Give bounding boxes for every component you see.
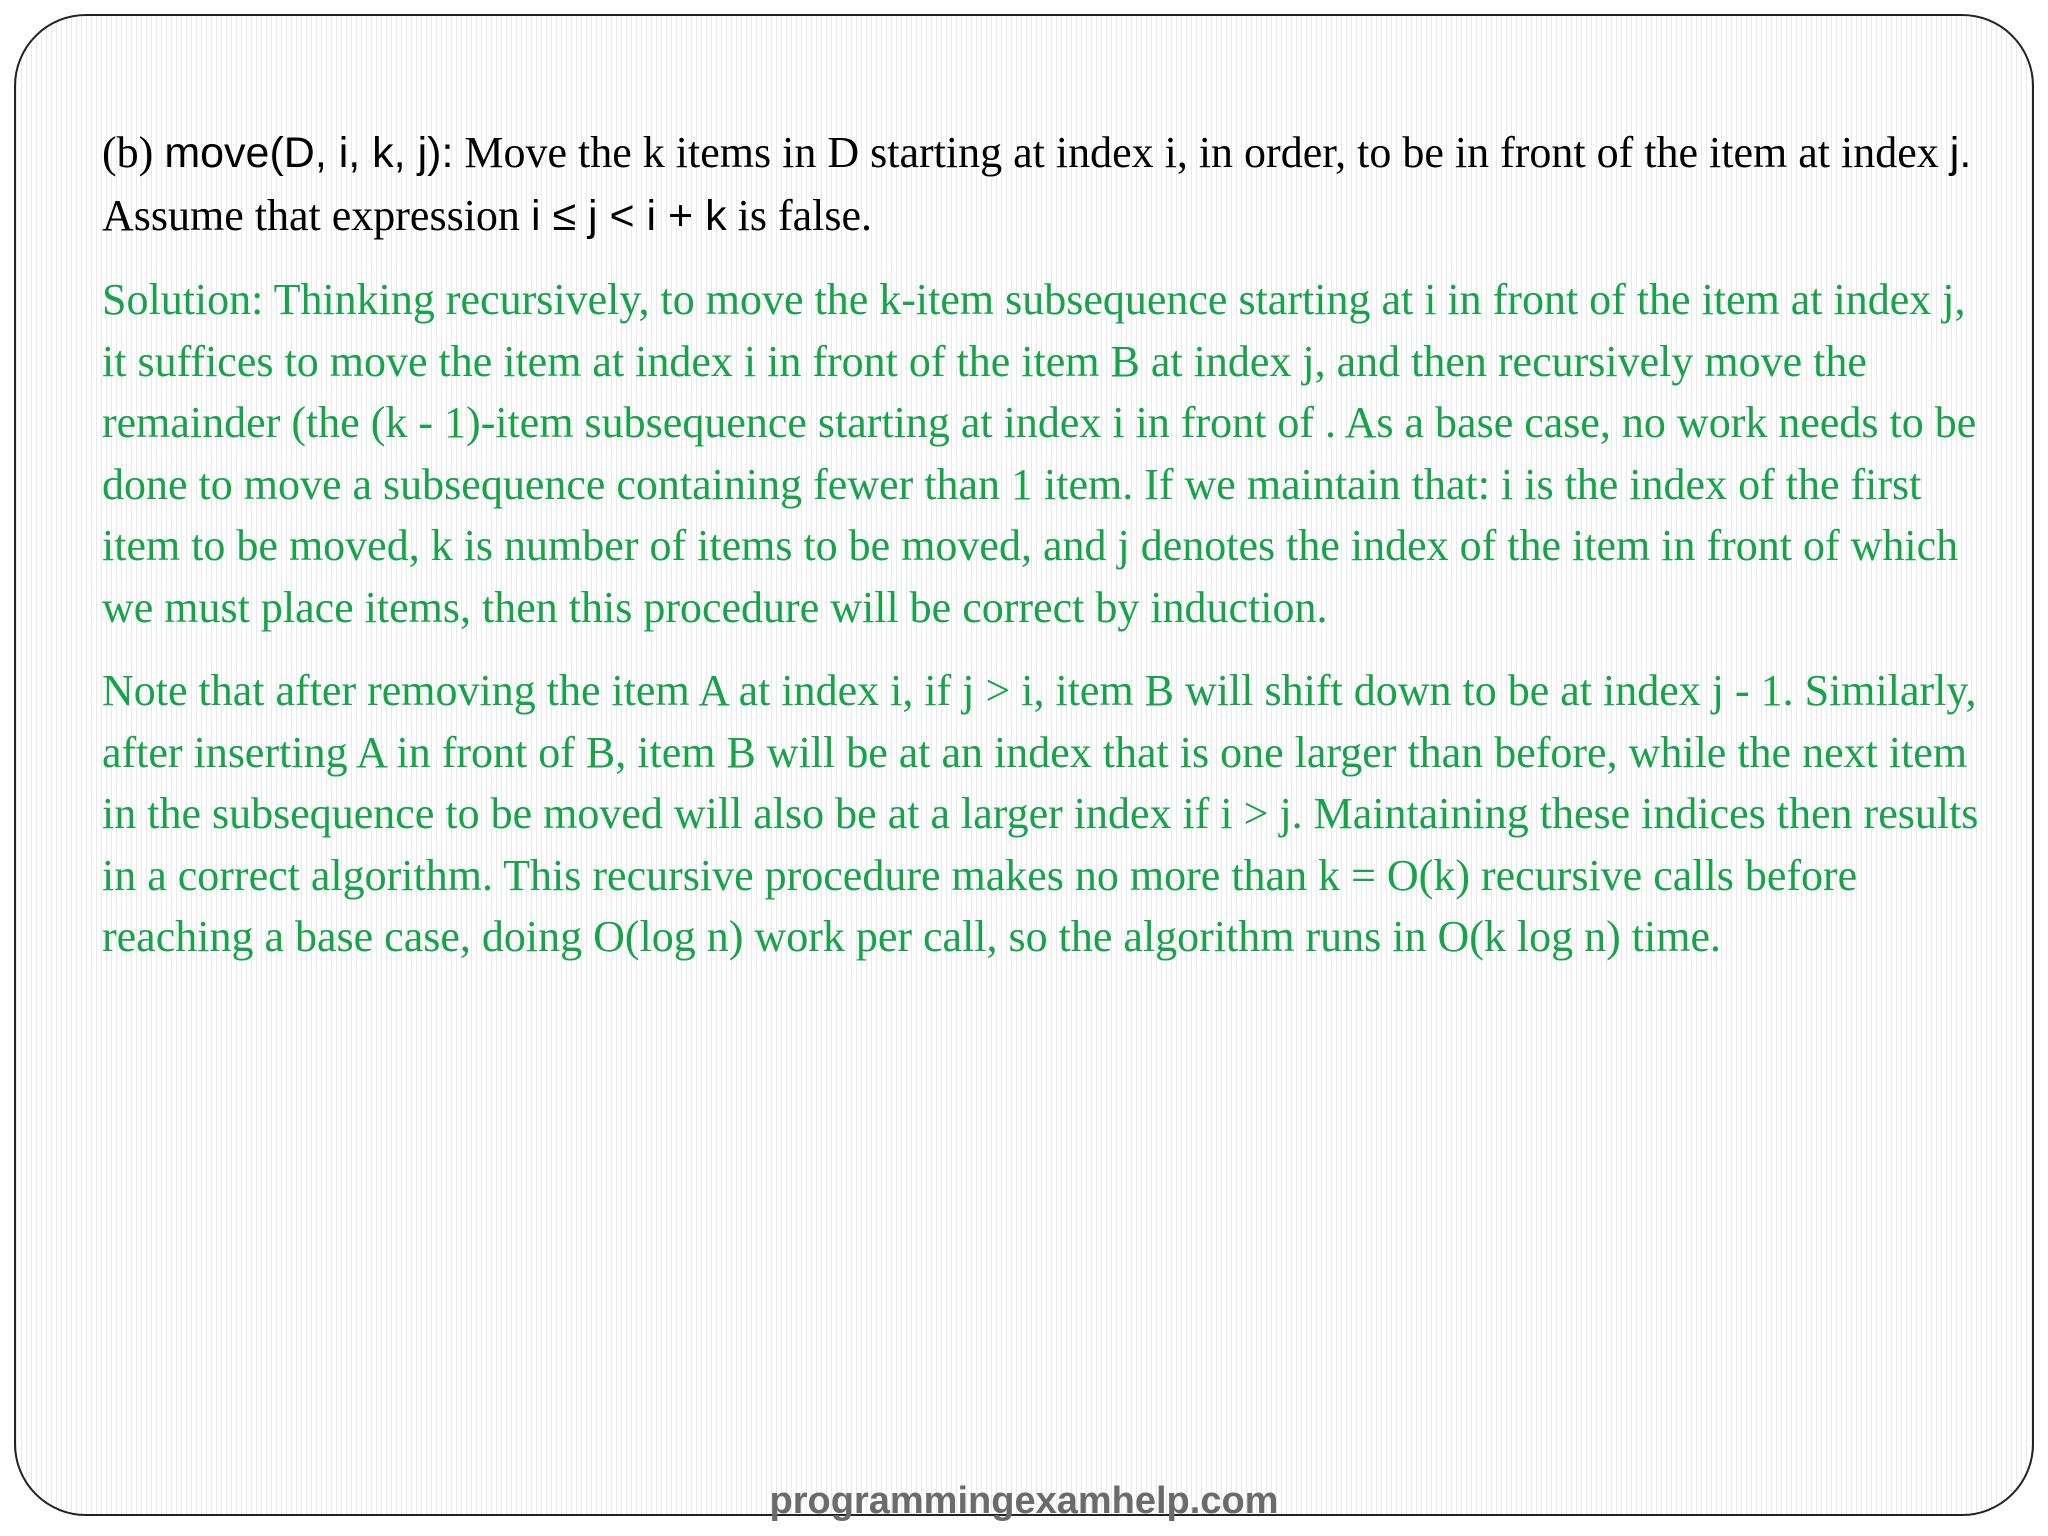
question-text-3: is false. xyxy=(726,190,873,240)
slide-content xyxy=(102,122,1982,990)
function-signature: move(D, i, k, j): xyxy=(164,129,454,177)
question-text-1: Move the k items in D starting at index i, in order, to be in front of the item at index xyxy=(453,128,1950,177)
solution-paragraph: Solution: Thinking recursively, to move the k-item subsequence starting at i in front of the item at index j, it suffices to move the item at index i in front of the item B at index j, and then recursively move the remainder (the (k - 1)-item subsequence starting at index i in front of . As a base case, no work needs to be done to move a subsequence containing fewer than 1 item. If we maintain that: i is the index of the first item to be moved, k is number of items to be moved, and j denotes the index of the item in front of which we must place items, then this procedure will be correct by induction. xyxy=(102,275,1977,632)
footer-website: programmingexamhelp.com xyxy=(769,1480,1279,1522)
index-j: j. xyxy=(1949,129,1972,177)
note-paragraph: Note that after removing the item A at index i, if j > i, item B will shift down to be at index j - 1. Similarly, after inserting A in front of B, item B will be at an index that is one larger than before, while the next item in the subsequence to be moved will also be at a larger index if i > j. Maintaining these indices then results in a correct algorithm. This recursive procedure makes no more than k = O(k) recursive calls before reaching a base case, doing O(log n) work per call, so the algorithm runs in O(k log n) time. xyxy=(102,666,1979,961)
question-prefix: (b) xyxy=(102,128,165,177)
question-text-2: Assume that expression xyxy=(102,190,531,240)
question-paragraph xyxy=(102,122,1982,247)
condition-expression: i ≤ j < i + k xyxy=(530,191,727,240)
slide-frame xyxy=(14,14,2034,1516)
